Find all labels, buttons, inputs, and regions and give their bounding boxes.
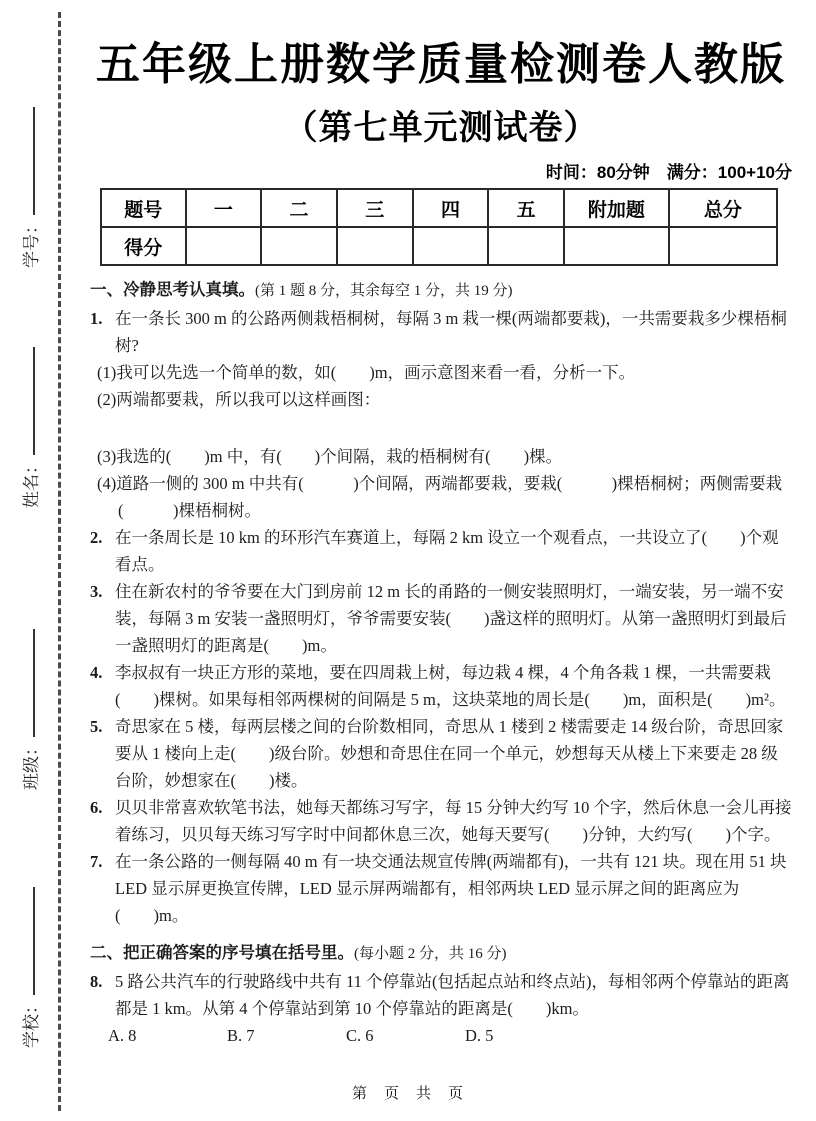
question-7-number: 7. bbox=[90, 852, 103, 871]
name-label: 姓名： bbox=[21, 457, 41, 508]
name-blank-line[interactable] bbox=[23, 347, 35, 455]
score-table-score-row bbox=[101, 227, 777, 265]
question-1-drawing-area[interactable] bbox=[90, 413, 792, 443]
section-2-title: 二、把正确答案的序号填在括号里。 bbox=[90, 944, 354, 962]
question-7 bbox=[90, 848, 792, 929]
question-4 bbox=[90, 659, 792, 713]
question-1-text: 在一条长 300 m 的公路两侧栽梧桐树，每隔 3 m 栽一棵(两端都要栽)，一共需要栽多少棵梧桐树? bbox=[115, 309, 787, 355]
section-1-title: 一、冷静思考认真填。 bbox=[90, 281, 255, 299]
score-table bbox=[100, 188, 778, 266]
score-cell-total[interactable] bbox=[669, 227, 777, 265]
question-3-text: 住在新农村的爷爷要在大门到房前 12 m 长的甬路的一侧安装照明灯，一端安装，另一端不安装，每隔 3 m 安装一盏照明灯，爷爷需要安装( )盏这样的照明灯。从第一盏照明灯到最后一盏照明灯的距离是( )m。 bbox=[115, 582, 787, 655]
question-1-part-1: (1)我可以先选一个简单的数，如( )m，画示意图来看一看，分析一下。 bbox=[97, 363, 636, 382]
question-1-part-3: (3)我选的( )m 中，有( )个间隔，栽的梧桐树有( )棵。 bbox=[97, 447, 563, 466]
question-7-text: 在一条公路的一侧每隔 40 m 有一块交通法规宣传牌(两端都有)，一共有 121 块。现在用 51 块 LED 显示屏更换宣传牌，LED 显示屏两端都有，相邻两块 LED 显示屏之间的距离应为( )m。 bbox=[115, 852, 787, 925]
score-table-header-row bbox=[101, 189, 777, 227]
exam-time-score-info: 时间：80分钟 满分：100+10分 bbox=[545, 163, 792, 182]
margin-field-student-id bbox=[16, 90, 42, 268]
class-label: 班级： bbox=[21, 739, 41, 790]
question-5-number: 5. bbox=[90, 717, 103, 736]
question-2-number: 2. bbox=[90, 528, 103, 547]
question-4-text: 李叔叔有一块正方形的菜地，要在四周栽上树，每边栽 4 棵，4 个角各栽 1 棵，一共需要栽( )棵树。如果每相邻两棵树的间隔是 5 m，这块菜地的周长是( )m，面积是( )m²。 bbox=[115, 663, 786, 709]
score-table-col-1: 一 bbox=[186, 189, 262, 227]
question-8-option-b[interactable]: B. 7 bbox=[227, 1026, 255, 1045]
question-8-option-c[interactable]: C. 6 bbox=[346, 1026, 374, 1045]
margin-field-class bbox=[16, 612, 42, 790]
score-table-col-total: 总分 bbox=[669, 189, 777, 227]
question-6-text: 贝贝非常喜欢软笔书法，她每天都练习写字，每 15 分钟大约写 10 个字，然后休息一会儿再接着练习，贝贝每天练习写字时中间都休息三次，她每天要写( )分钟，大约写( )个字。 bbox=[115, 798, 792, 844]
question-6-number: 6. bbox=[90, 798, 103, 817]
page-subtitle: （第七单元测试卷） bbox=[283, 109, 599, 147]
score-cell-5[interactable] bbox=[488, 227, 564, 265]
margin-field-school bbox=[16, 870, 42, 1048]
class-blank-line[interactable] bbox=[23, 629, 35, 737]
section-2-note: (每小题 2 分，共 16 分) bbox=[354, 946, 507, 962]
score-table-col-extra: 附加题 bbox=[564, 189, 669, 227]
student-id-label: 学号： bbox=[21, 217, 41, 268]
score-cell-extra[interactable] bbox=[564, 227, 669, 265]
section-1-header bbox=[90, 276, 792, 305]
section-1-note: (第 1 题 8 分，其余每空 1 分，共 19 分) bbox=[255, 283, 513, 299]
question-5 bbox=[90, 713, 792, 794]
school-label: 学校： bbox=[21, 997, 41, 1048]
section-2-header bbox=[90, 939, 792, 968]
question-1 bbox=[90, 305, 792, 359]
question-4-number: 4. bbox=[90, 663, 103, 682]
score-cell-4[interactable] bbox=[413, 227, 489, 265]
score-row-label: 得分 bbox=[101, 227, 186, 265]
score-table-col-4: 四 bbox=[413, 189, 489, 227]
question-8-option-d[interactable]: D. 5 bbox=[465, 1026, 494, 1045]
question-8 bbox=[90, 968, 792, 1022]
question-1-number: 1. bbox=[90, 309, 103, 328]
score-table-corner: 题号 bbox=[101, 189, 186, 227]
score-table-col-2: 二 bbox=[261, 189, 337, 227]
question-3 bbox=[90, 578, 792, 659]
page-title: 五年级上册数学质量检测卷人教版 bbox=[96, 40, 786, 89]
question-5-text: 奇思家在 5 楼，每两层楼之间的台阶数相同，奇思从 1 楼到 2 楼需要走 14 级台阶，奇思回家要从 1 楼向上走( )级台阶。妙想和奇思住在同一个单元，妙想每天从楼上下来要走 28 级台阶，妙想家在( )楼。 bbox=[115, 717, 784, 790]
question-8-options bbox=[90, 1022, 792, 1049]
question-8-option-a[interactable]: A. 8 bbox=[108, 1026, 137, 1045]
paper-content bbox=[90, 0, 792, 1049]
question-2-text: 在一条周长是 10 km 的环形汽车赛道上，每隔 2 km 设立一个观看点，一共设立了( )个观看点。 bbox=[115, 528, 779, 574]
score-cell-2[interactable] bbox=[261, 227, 337, 265]
margin-field-name bbox=[16, 330, 42, 508]
question-3-number: 3. bbox=[90, 582, 103, 601]
question-6 bbox=[90, 794, 792, 848]
question-1-part-2: (2)两端都要栽，所以我可以这样画图： bbox=[97, 390, 381, 409]
question-8-text: 5 路公共汽车的行驶路线中共有 11 个停靠站(包括起点站和终点站)，每相邻两个停靠站的距离都是 1 km。从第 4 个停靠站到第 10 个停靠站的距离是( )km。 bbox=[115, 972, 790, 1018]
score-table-col-5: 五 bbox=[488, 189, 564, 227]
score-cell-3[interactable] bbox=[337, 227, 413, 265]
question-8-number: 8. bbox=[90, 972, 103, 991]
question-1-part-4: (4)道路一侧的 300 m 中共有( )个间隔，两端都要栽，要栽( )棵梧桐树；两侧需要栽( )棵梧桐树。 bbox=[97, 474, 783, 520]
school-blank-line[interactable] bbox=[23, 887, 35, 995]
fold-dashed-line bbox=[58, 12, 61, 1111]
student-id-blank-line[interactable] bbox=[23, 107, 35, 215]
score-table-col-3: 三 bbox=[337, 189, 413, 227]
question-2 bbox=[90, 524, 792, 578]
score-cell-1[interactable] bbox=[186, 227, 262, 265]
page-footer: 第 页 共 页 bbox=[351, 1086, 464, 1102]
